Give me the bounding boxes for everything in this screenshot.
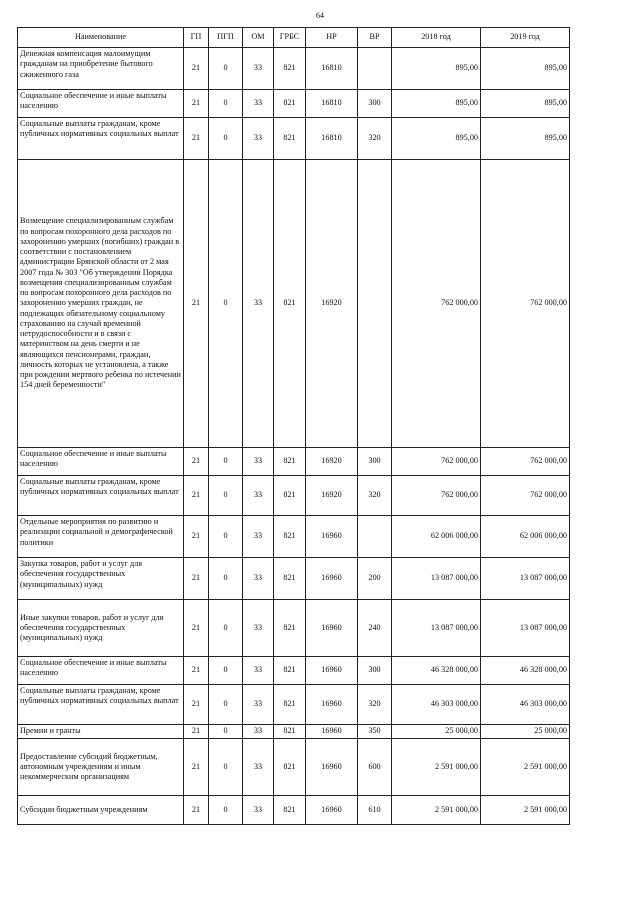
row-grbs: 821 [274,657,306,685]
row-nr: 16920 [306,160,358,448]
col-header-om: ОМ [243,28,274,48]
col-header-grbs: ГРБС [274,28,306,48]
row-2018: 762 000,00 [392,448,481,476]
col-header-vr: ВР [358,28,392,48]
table-row [18,600,570,657]
row-gp: 21 [184,725,209,739]
row-2018: 62 006 000,00 [392,516,481,558]
row-2018: 2 591 000,00 [392,739,481,796]
row-pgp: 0 [209,476,243,516]
row-nr: 16810 [306,118,358,160]
row-nr: 16810 [306,48,358,90]
col-header-nr: НР [306,28,358,48]
row-om: 33 [243,448,274,476]
col-header-2018: 2018 год [392,28,481,48]
row-2018: 46 328 000,00 [392,657,481,685]
row-2018: 2 591 000,00 [392,796,481,825]
row-grbs: 821 [274,600,306,657]
table-row [18,48,570,90]
row-name: Социальное обеспечение и иные выплаты населению [18,90,184,118]
row-name: Субсидии бюджетным учреждениям [18,796,184,825]
table-row [18,118,570,160]
row-vr: 300 [358,448,392,476]
col-header-name: Наименование [18,28,184,48]
table-row [18,516,570,558]
row-grbs: 821 [274,118,306,160]
table-row [18,558,570,600]
row-vr: 610 [358,796,392,825]
row-2018: 762 000,00 [392,160,481,448]
row-om: 33 [243,796,274,825]
row-grbs: 821 [274,558,306,600]
row-2018: 25 000,00 [392,725,481,739]
row-pgp: 0 [209,739,243,796]
row-gp: 21 [184,90,209,118]
row-om: 33 [243,90,274,118]
row-om: 33 [243,118,274,160]
col-header-gp: ГП [184,28,209,48]
table-row [18,476,570,516]
row-om: 33 [243,558,274,600]
row-vr: 300 [358,657,392,685]
row-vr: 600 [358,739,392,796]
col-header-2019: 2019 год [481,28,570,48]
table-row [18,448,570,476]
row-2018: 895,00 [392,118,481,160]
row-2019: 13 087 000,00 [481,600,570,657]
row-2019: 46 328 000,00 [481,657,570,685]
row-grbs: 821 [274,796,306,825]
row-2019: 895,00 [481,48,570,90]
row-vr: 240 [358,600,392,657]
row-gp: 21 [184,739,209,796]
row-2019: 895,00 [481,118,570,160]
table-row [18,739,570,796]
row-2019: 762 000,00 [481,160,570,448]
row-2018: 46 303 000,00 [392,685,481,725]
row-name: Денежная компенсация малоимущим гражданам на приобретение бытового сжиженного газа [18,48,184,90]
row-nr: 16810 [306,90,358,118]
row-pgp: 0 [209,516,243,558]
row-nr: 16960 [306,685,358,725]
row-pgp: 0 [209,685,243,725]
row-2019: 2 591 000,00 [481,739,570,796]
row-2018: 13 087 000,00 [392,600,481,657]
row-pgp: 0 [209,160,243,448]
row-pgp: 0 [209,118,243,160]
row-nr: 16960 [306,796,358,825]
row-gp: 21 [184,657,209,685]
table-header [18,28,570,48]
row-pgp: 0 [209,558,243,600]
row-pgp: 0 [209,48,243,90]
row-vr [358,516,392,558]
row-2018: 13 087 000,00 [392,558,481,600]
row-name: Социальные выплаты гражданам, кроме публичных нормативных социальных выплат [18,476,184,516]
row-nr: 16960 [306,516,358,558]
row-gp: 21 [184,516,209,558]
row-name: Премии и гранты [18,725,184,739]
row-name: Социальное обеспечение и иные выплаты населению [18,657,184,685]
row-name: Социальные выплаты гражданам, кроме публичных нормативных социальных выплат [18,685,184,725]
row-grbs: 821 [274,448,306,476]
table-row [18,725,570,739]
row-2019: 62 006 000,00 [481,516,570,558]
row-2019: 895,00 [481,90,570,118]
row-name: Социальное обеспечение и иные выплаты населению [18,448,184,476]
row-om: 33 [243,160,274,448]
row-2019: 762 000,00 [481,476,570,516]
row-gp: 21 [184,118,209,160]
row-grbs: 821 [274,90,306,118]
row-vr: 320 [358,476,392,516]
row-nr: 16960 [306,739,358,796]
row-2018: 895,00 [392,48,481,90]
row-vr: 200 [358,558,392,600]
row-gp: 21 [184,476,209,516]
row-om: 33 [243,685,274,725]
row-name: Отдельные мероприятия по развитию и реализации социальной и демографической политики [18,516,184,558]
row-vr [358,48,392,90]
table-row [18,657,570,685]
row-vr: 320 [358,118,392,160]
row-name: Предоставление субсидий бюджетным, автономным учреждениям и иным некоммерческим организациям [18,739,184,796]
row-gp: 21 [184,558,209,600]
row-om: 33 [243,657,274,685]
row-pgp: 0 [209,725,243,739]
budget-table [17,27,570,825]
table-row [18,796,570,825]
row-nr: 16920 [306,476,358,516]
row-nr: 16960 [306,600,358,657]
row-gp: 21 [184,48,209,90]
row-vr: 350 [358,725,392,739]
row-nr: 16960 [306,657,358,685]
col-header-pgp: ПГП [209,28,243,48]
row-vr: 300 [358,90,392,118]
row-2019: 25 000,00 [481,725,570,739]
table-row [18,90,570,118]
row-2018: 762 000,00 [392,476,481,516]
row-vr: 320 [358,685,392,725]
row-grbs: 821 [274,685,306,725]
row-nr: 16920 [306,448,358,476]
row-om: 33 [243,48,274,90]
row-name: Иные закупки товаров, работ и услуг для обеспечения государственных (муниципальных) нужд [18,600,184,657]
row-om: 33 [243,725,274,739]
row-nr: 16960 [306,558,358,600]
row-grbs: 821 [274,739,306,796]
row-om: 33 [243,516,274,558]
row-pgp: 0 [209,657,243,685]
row-gp: 21 [184,448,209,476]
row-pgp: 0 [209,448,243,476]
table-row [18,685,570,725]
row-grbs: 821 [274,160,306,448]
row-grbs: 821 [274,48,306,90]
row-grbs: 821 [274,725,306,739]
table-row [18,160,570,448]
row-vr [358,160,392,448]
row-gp: 21 [184,685,209,725]
row-gp: 21 [184,600,209,657]
row-om: 33 [243,739,274,796]
row-nr: 16960 [306,725,358,739]
row-gp: 21 [184,160,209,448]
row-gp: 21 [184,796,209,825]
row-2019: 13 087 000,00 [481,558,570,600]
row-grbs: 821 [274,476,306,516]
row-om: 33 [243,600,274,657]
row-pgp: 0 [209,796,243,825]
row-grbs: 821 [274,516,306,558]
row-2019: 762 000,00 [481,448,570,476]
row-pgp: 0 [209,90,243,118]
row-name: Социальные выплаты гражданам, кроме публичных нормативных социальных выплат [18,118,184,160]
row-2019: 46 303 000,00 [481,685,570,725]
row-name: Возмещение специализированным службам по вопросам похоронного дела расходов по захоронению умерших (погибших) граждан в соответствии с постановлением администрации Брянской области от 2 мая 2007 года № 303 "Об утверждении Порядка возмещения специализированным службам по вопросам похоронного дела расходов по захоронению умерших граждан, не подлежащих обязательному социальному страхованию на случай временной нетрудоспособности и в связи с материнством на день смерти и не являющихся пенсионерами, граждан, личность которых не установлена, а также при рождении мертвого ребенка по истечении 154 дней беременности" [18,160,184,448]
page-number: 64 [316,11,324,20]
row-2019: 2 591 000,00 [481,796,570,825]
row-2018: 895,00 [392,90,481,118]
row-om: 33 [243,476,274,516]
row-name: Закупка товаров, работ и услуг для обеспечения государственных (муниципальных) нужд [18,558,184,600]
row-pgp: 0 [209,600,243,657]
